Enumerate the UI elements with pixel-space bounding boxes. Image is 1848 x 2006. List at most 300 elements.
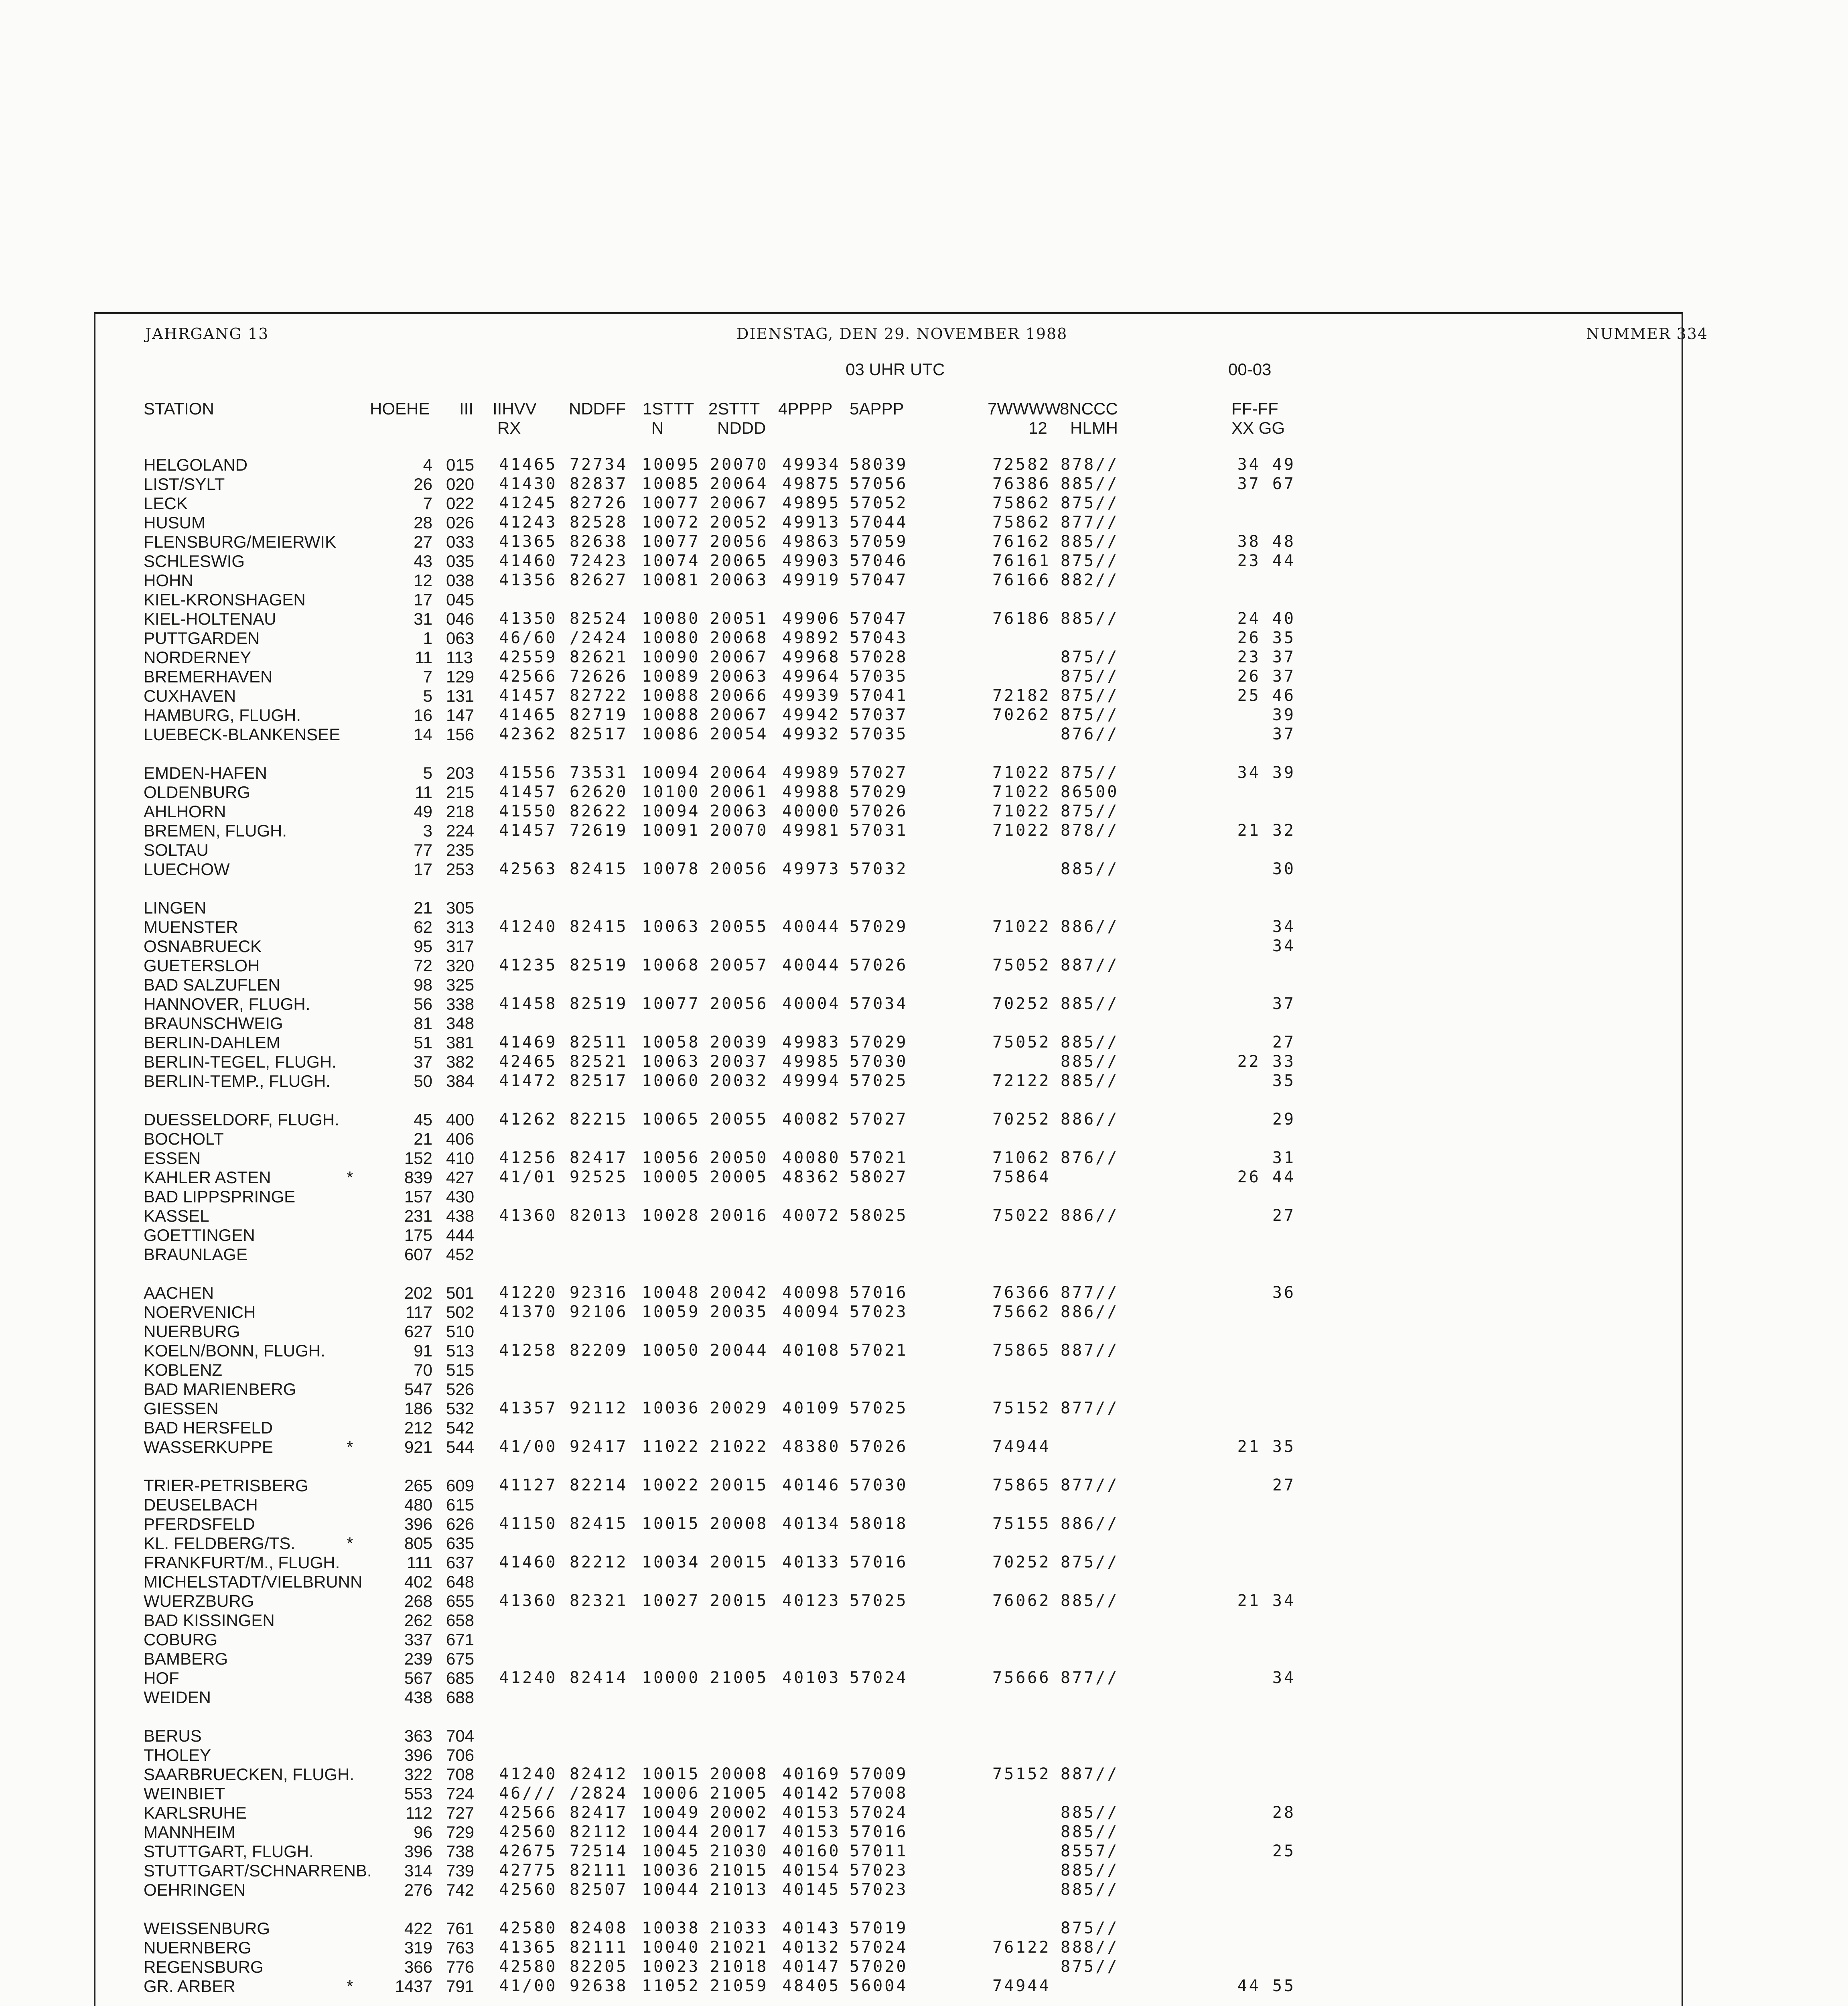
station-name: BAD MARIENBERG: [144, 1380, 296, 1399]
station-hoehe: 921: [404, 1437, 432, 1456]
group-4pppp: 40169: [782, 1765, 841, 1783]
group-4pppp: 49913: [782, 513, 841, 532]
group-2sttt: 21018: [710, 1957, 769, 1976]
group-8nccc: 878//: [1061, 455, 1119, 474]
station-iii: 215: [446, 783, 475, 802]
group-iihvv: 41150: [499, 1515, 558, 1533]
group-5appp: 57016: [850, 1823, 908, 1841]
group-iihvv: 41127: [499, 1476, 558, 1494]
group-nddff: 82417: [570, 1803, 628, 1822]
group-1sttt: 10090: [642, 648, 700, 666]
group-iihvv: 41258: [499, 1341, 558, 1360]
group-1sttt: 10088: [642, 706, 700, 724]
group-2sttt: 21015: [710, 1861, 769, 1880]
group-ffff: 26 37: [1237, 667, 1296, 686]
group-nddff: 82519: [570, 995, 628, 1013]
group-ffff: 28: [1272, 1803, 1296, 1822]
group-1sttt: 10080: [642, 609, 700, 628]
group-ffff: 22 33: [1237, 1052, 1296, 1071]
group-1sttt: 10023: [642, 1957, 700, 1976]
group-8nccc: 877//: [1061, 1399, 1119, 1417]
col-xxgg: XX GG: [1231, 418, 1285, 437]
group-8nccc: 875//: [1061, 706, 1119, 724]
station-name: FLENSBURG/MEIERWIK: [144, 532, 336, 551]
station-name: WEINBIET: [144, 1784, 225, 1803]
group-ffff: 35: [1272, 1072, 1296, 1090]
station-hoehe: 96: [414, 1823, 432, 1842]
jahrgang-label: JAHRGANG 13: [145, 325, 269, 343]
group-7wwww: 71062: [992, 1149, 1051, 1167]
col-ffff: FF-FF: [1231, 399, 1278, 418]
group-iihvv: 46///: [499, 1784, 558, 1803]
group-5appp: 57047: [850, 571, 908, 589]
station-iii: 313: [446, 918, 475, 936]
group-8nccc: 877//: [1061, 1476, 1119, 1494]
group-iihvv: 41430: [499, 475, 558, 493]
group-nddff: 72619: [570, 821, 628, 840]
group-ffff: 44 55: [1237, 1977, 1296, 1995]
group-7wwww: 75864: [992, 1168, 1051, 1186]
group-5appp: 57025: [850, 1399, 908, 1417]
station-hoehe: 175: [404, 1226, 432, 1245]
group-5appp: 57026: [850, 1437, 908, 1456]
group-2sttt: 20067: [710, 494, 769, 512]
station-name: HOF: [144, 1669, 179, 1687]
group-1sttt: 10038: [642, 1919, 700, 1937]
group-8nccc: 885//: [1061, 1033, 1119, 1052]
group-2sttt: 20032: [710, 1072, 769, 1090]
group-iihvv: 41457: [499, 783, 558, 801]
group-8nccc: 877//: [1061, 513, 1119, 532]
group-1sttt: 10065: [642, 1110, 700, 1129]
station-name: HANNOVER, FLUGH.: [144, 995, 310, 1013]
station-hoehe: 1437: [395, 1977, 432, 1996]
station-name: HUSUM: [144, 513, 205, 532]
group-8nccc: 875//: [1061, 552, 1119, 570]
group-4pppp: 48380: [782, 1437, 841, 1456]
station-hoehe: 319: [404, 1938, 432, 1957]
group-nddff: 82412: [570, 1765, 628, 1783]
station-name: BAMBERG: [144, 1649, 228, 1668]
group-ffff: 29: [1272, 1110, 1296, 1129]
group-5appp: 57023: [850, 1861, 908, 1880]
group-2sttt: 20070: [710, 821, 769, 840]
group-5appp: 57046: [850, 552, 908, 570]
group-8nccc: 885//: [1061, 475, 1119, 493]
group-7wwww: 72122: [992, 1072, 1051, 1090]
group-7wwww: 75865: [992, 1341, 1051, 1360]
group-iihvv: 41465: [499, 706, 558, 724]
group-nddff: 82112: [570, 1823, 628, 1841]
station-name: LINGEN: [144, 898, 207, 917]
station-hoehe: 627: [404, 1322, 432, 1341]
group-1sttt: 10089: [642, 667, 700, 686]
group-nddff: 92525: [570, 1168, 628, 1186]
group-1sttt: 10028: [642, 1206, 700, 1225]
group-iihvv: 41/00: [499, 1437, 558, 1456]
group-nddff: 62620: [570, 783, 628, 801]
group-8nccc: 886//: [1061, 1515, 1119, 1533]
group-ffff: 23 37: [1237, 648, 1296, 666]
station-iii: 406: [446, 1129, 475, 1148]
station-name: BREMERHAVEN: [144, 667, 273, 686]
group-4pppp: 49988: [782, 783, 841, 801]
station-name: MANNHEIM: [144, 1823, 235, 1842]
group-8nccc: 885//: [1061, 532, 1119, 551]
group-8nccc: 887//: [1061, 956, 1119, 975]
group-ffff: 39: [1272, 706, 1296, 724]
station-iii: 761: [446, 1919, 475, 1938]
station-hoehe: 14: [414, 725, 432, 744]
station-iii: 253: [446, 860, 475, 879]
group-4pppp: 49994: [782, 1072, 841, 1090]
issue-number: NUMMER 334: [1586, 325, 1708, 343]
station-hoehe: 56: [414, 995, 432, 1013]
station-name: LUECHOW: [144, 860, 230, 879]
group-nddff: 82507: [570, 1880, 628, 1899]
group-5appp: 57025: [850, 1592, 908, 1610]
group-4pppp: 40080: [782, 1149, 841, 1167]
station-hoehe: 396: [404, 1842, 432, 1861]
station-name: KIEL-HOLTENAU: [144, 609, 276, 628]
group-iihvv: 41356: [499, 571, 558, 589]
group-nddff: 82111: [570, 1861, 628, 1880]
group-5appp: 58018: [850, 1515, 908, 1533]
group-ffff: 25 46: [1237, 686, 1296, 705]
group-nddff: 82528: [570, 513, 628, 532]
station-hoehe: 77: [414, 841, 432, 859]
group-iihvv: 41245: [499, 494, 558, 512]
station-hoehe: 157: [404, 1187, 432, 1206]
group-1sttt: 10063: [642, 918, 700, 936]
station-name: STUTTGART, FLUGH.: [144, 1842, 314, 1861]
group-iihvv: 41243: [499, 513, 558, 532]
group-iihvv: 41460: [499, 552, 558, 570]
col-n: N: [651, 418, 664, 437]
group-iihvv: 41460: [499, 1553, 558, 1572]
station-iii: 045: [446, 590, 475, 609]
station-hoehe: 62: [414, 918, 432, 936]
group-1sttt: 10049: [642, 1803, 700, 1822]
group-4pppp: 49983: [782, 1033, 841, 1052]
group-2sttt: 20042: [710, 1283, 769, 1302]
col-hlmh: HLMH: [1070, 418, 1118, 437]
station-hoehe: 396: [404, 1746, 432, 1764]
group-iihvv: 42580: [499, 1957, 558, 1976]
group-4pppp: 49892: [782, 629, 841, 647]
group-4pppp: 48362: [782, 1168, 841, 1186]
group-1sttt: 10060: [642, 1072, 700, 1090]
group-2sttt: 20005: [710, 1168, 769, 1186]
group-1sttt: 10015: [642, 1765, 700, 1783]
group-5appp: 57027: [850, 1110, 908, 1129]
station-name: GUETERSLOH: [144, 956, 260, 975]
group-5appp: 57035: [850, 667, 908, 686]
station-hoehe: 70: [414, 1360, 432, 1379]
station-name: TRIER-PETRISBERG: [144, 1476, 308, 1495]
group-5appp: 57023: [850, 1303, 908, 1321]
group-7wwww: 75052: [992, 1033, 1051, 1052]
station-hoehe: 547: [404, 1380, 432, 1399]
group-2sttt: 21013: [710, 1880, 769, 1899]
station-hoehe: 81: [414, 1014, 432, 1033]
group-7wwww: 72582: [992, 455, 1051, 474]
station-iii: 400: [446, 1110, 475, 1129]
group-2sttt: 21005: [710, 1784, 769, 1803]
group-8nccc: 876//: [1061, 725, 1119, 743]
group-1sttt: 11052: [642, 1977, 700, 1995]
station-iii: 675: [446, 1649, 475, 1668]
group-2sttt: 20017: [710, 1823, 769, 1841]
group-ffff: 34: [1272, 918, 1296, 936]
group-ffff: 21 35: [1237, 1437, 1296, 1456]
col-5appp: 5APPP: [850, 399, 904, 418]
group-nddff: 82517: [570, 725, 628, 743]
station-name: FRANKFURT/M., FLUGH.: [144, 1553, 340, 1572]
station-iii: 131: [446, 686, 475, 705]
station-hoehe: 27: [414, 532, 432, 551]
station-iii: 317: [446, 937, 475, 956]
group-5appp: 57024: [850, 1669, 908, 1687]
station-iii: 015: [446, 455, 475, 474]
group-2sttt: 20015: [710, 1592, 769, 1610]
group-ffff: 37: [1272, 725, 1296, 743]
group-4pppp: 40153: [782, 1823, 841, 1841]
station-iii: 338: [446, 995, 475, 1013]
group-2sttt: 20008: [710, 1765, 769, 1783]
station-name: MUENSTER: [144, 918, 238, 936]
station-iii: 526: [446, 1380, 475, 1399]
station-hoehe: 111: [407, 1553, 432, 1572]
mountain-marker: *: [347, 1437, 353, 1456]
station-name: BRAUNSCHWEIG: [144, 1014, 283, 1033]
group-2sttt: 20070: [710, 455, 769, 474]
group-5appp: 57029: [850, 1033, 908, 1052]
group-2sttt: 20015: [710, 1553, 769, 1572]
group-5appp: 57011: [850, 1842, 908, 1860]
group-nddff: 72423: [570, 552, 628, 570]
group-4pppp: 49934: [782, 455, 841, 474]
station-hoehe: 480: [404, 1495, 432, 1514]
group-5appp: 57008: [850, 1784, 908, 1803]
group-ffff: 26 44: [1237, 1168, 1296, 1186]
group-1sttt: 10048: [642, 1283, 700, 1302]
group-4pppp: 40108: [782, 1341, 841, 1360]
station-iii: 427: [446, 1168, 475, 1187]
group-2sttt: 20051: [710, 609, 769, 628]
group-nddff: 82212: [570, 1553, 628, 1572]
group-7wwww: 75862: [992, 494, 1051, 512]
station-hoehe: 276: [404, 1880, 432, 1899]
station-hoehe: 11: [415, 783, 432, 802]
group-2sttt: 20015: [710, 1476, 769, 1494]
group-7wwww: 75152: [992, 1765, 1051, 1783]
group-1sttt: 10059: [642, 1303, 700, 1321]
group-2sttt: 21033: [710, 1919, 769, 1937]
group-iihvv: 41457: [499, 686, 558, 705]
group-1sttt: 10034: [642, 1553, 700, 1572]
station-iii: 729: [446, 1823, 475, 1842]
group-8nccc: 878//: [1061, 821, 1119, 840]
group-2sttt: 20008: [710, 1515, 769, 1533]
group-nddff: 82321: [570, 1592, 628, 1610]
group-4pppp: 40123: [782, 1592, 841, 1610]
group-iihvv: 41/00: [499, 1977, 558, 1995]
station-name: NORDERNEY: [144, 648, 252, 667]
group-8nccc: 887//: [1061, 1765, 1119, 1783]
group-8nccc: 885//: [1061, 1880, 1119, 1899]
station-hoehe: 422: [404, 1919, 432, 1938]
group-2sttt: 20016: [710, 1206, 769, 1225]
station-hoehe: 231: [404, 1206, 432, 1225]
group-5appp: 57027: [850, 763, 908, 782]
group-5appp: 56004: [850, 1977, 908, 1995]
group-ffff: 27: [1272, 1476, 1296, 1494]
group-ffff: 34: [1272, 1669, 1296, 1687]
station-name: OEHRINGEN: [144, 1880, 246, 1899]
group-iihvv: 46/60: [499, 629, 558, 647]
group-1sttt: 10094: [642, 802, 700, 820]
group-iihvv: 42580: [499, 1919, 558, 1937]
group-2sttt: 20063: [710, 667, 769, 686]
group-nddff: 72514: [570, 1842, 628, 1860]
group-1sttt: 10036: [642, 1861, 700, 1880]
station-hoehe: 17: [414, 860, 432, 879]
group-8nccc: 875//: [1061, 1919, 1119, 1937]
station-hoehe: 363: [404, 1726, 432, 1745]
group-7wwww: 70252: [992, 1553, 1051, 1572]
group-4pppp: 49939: [782, 686, 841, 705]
group-iihvv: 42559: [499, 648, 558, 666]
group-5appp: 57025: [850, 1072, 908, 1090]
station-iii: 626: [446, 1515, 475, 1533]
group-nddff: 82417: [570, 1149, 628, 1167]
station-hoehe: 21: [414, 1129, 432, 1148]
group-2sttt: 20067: [710, 706, 769, 724]
station-iii: 305: [446, 898, 475, 917]
group-iihvv: 41457: [499, 821, 558, 840]
mountain-marker: *: [347, 1977, 353, 1996]
station-hoehe: 212: [404, 1418, 432, 1437]
station-name: BERUS: [144, 1726, 202, 1745]
group-1sttt: 10091: [642, 821, 700, 840]
group-1sttt: 10006: [642, 1784, 700, 1803]
group-7wwww: 71022: [992, 918, 1051, 936]
group-8nccc: 875//: [1061, 686, 1119, 705]
station-iii: 542: [446, 1418, 475, 1437]
group-nddff: 82013: [570, 1206, 628, 1225]
station-iii: 444: [446, 1226, 475, 1245]
group-8nccc: 887//: [1061, 1341, 1119, 1360]
col-8nccc: 8NCCC: [1060, 399, 1118, 418]
station-iii: 763: [446, 1938, 475, 1957]
station-name: SAARBRUECKEN, FLUGH.: [144, 1765, 355, 1784]
group-iihvv: 41220: [499, 1283, 558, 1302]
station-hoehe: 607: [404, 1245, 432, 1264]
station-name: CUXHAVEN: [144, 686, 236, 705]
group-1sttt: 10056: [642, 1149, 700, 1167]
group-8nccc: 877//: [1061, 1283, 1119, 1302]
group-1sttt: 10077: [642, 532, 700, 551]
station-name: HOHN: [144, 571, 193, 590]
group-ffff: 38 48: [1237, 532, 1296, 551]
station-name: BRAUNLAGE: [144, 1245, 248, 1264]
station-name: BAD SALZUFLEN: [144, 975, 280, 994]
group-4pppp: 49968: [782, 648, 841, 666]
station-iii: 113: [446, 648, 473, 667]
station-iii: 513: [446, 1341, 475, 1360]
col-hoehe: HOEHE: [370, 399, 430, 418]
group-8nccc: 885//: [1061, 1803, 1119, 1822]
group-ffff: 27: [1272, 1033, 1296, 1052]
station-hoehe: 396: [404, 1515, 432, 1533]
group-iihvv: 42563: [499, 860, 558, 878]
group-7wwww: 70252: [992, 995, 1051, 1013]
station-name: KL. FELDBERG/TS.: [144, 1534, 296, 1553]
group-ffff: 37 67: [1237, 475, 1296, 493]
group-5appp: 57029: [850, 918, 908, 936]
station-iii: 704: [446, 1726, 475, 1745]
station-hoehe: 1: [423, 629, 432, 648]
station-hoehe: 45: [414, 1110, 432, 1129]
group-5appp: 57009: [850, 1765, 908, 1783]
station-hoehe: 402: [404, 1572, 432, 1591]
group-iihvv: 41360: [499, 1206, 558, 1225]
group-nddff: 73531: [570, 763, 628, 782]
group-iihvv: 41469: [499, 1033, 558, 1052]
group-5appp: 57031: [850, 821, 908, 840]
group-nddff: 82414: [570, 1669, 628, 1687]
group-nddff: 82519: [570, 956, 628, 975]
group-2sttt: 20055: [710, 918, 769, 936]
station-iii: 129: [446, 667, 475, 686]
station-name: STUTTGART/SCHNARRENB.: [144, 1861, 372, 1880]
group-4pppp: 40154: [782, 1861, 841, 1880]
group-iihvv: 42560: [499, 1880, 558, 1899]
station-iii: 637: [446, 1553, 475, 1572]
station-iii: 688: [446, 1688, 475, 1707]
group-nddff: 82511: [570, 1033, 628, 1052]
group-4pppp: 49919: [782, 571, 841, 589]
group-8nccc: 875//: [1061, 1957, 1119, 1976]
group-2sttt: 21005: [710, 1669, 769, 1687]
group-4pppp: 49932: [782, 725, 841, 743]
col-iihvv: IIHVV: [493, 399, 537, 418]
group-iihvv: 42465: [499, 1052, 558, 1071]
group-4pppp: 40132: [782, 1938, 841, 1957]
group-5appp: 57029: [850, 783, 908, 801]
station-name: WUERZBURG: [144, 1592, 254, 1610]
group-iihvv: 41240: [499, 918, 558, 936]
station-iii: 035: [446, 552, 475, 571]
station-iii: 026: [446, 513, 475, 532]
group-1sttt: 10022: [642, 1476, 700, 1494]
group-2sttt: 20063: [710, 571, 769, 589]
group-8nccc: 885//: [1061, 609, 1119, 628]
group-5appp: 57044: [850, 513, 908, 532]
group-1sttt: 10074: [642, 552, 700, 570]
group-ffff: 25: [1272, 1842, 1296, 1860]
station-hoehe: 11: [415, 648, 432, 667]
station-hoehe: 7: [423, 494, 432, 513]
group-8nccc: 886//: [1061, 1206, 1119, 1225]
group-1sttt: 10100: [642, 783, 700, 801]
group-iihvv: 41458: [499, 995, 558, 1013]
group-8nccc: 8557/: [1061, 1842, 1119, 1860]
col-nddd: NDDD: [717, 418, 766, 437]
group-ffff: 24 40: [1237, 609, 1296, 628]
station-hoehe: 91: [414, 1341, 432, 1360]
